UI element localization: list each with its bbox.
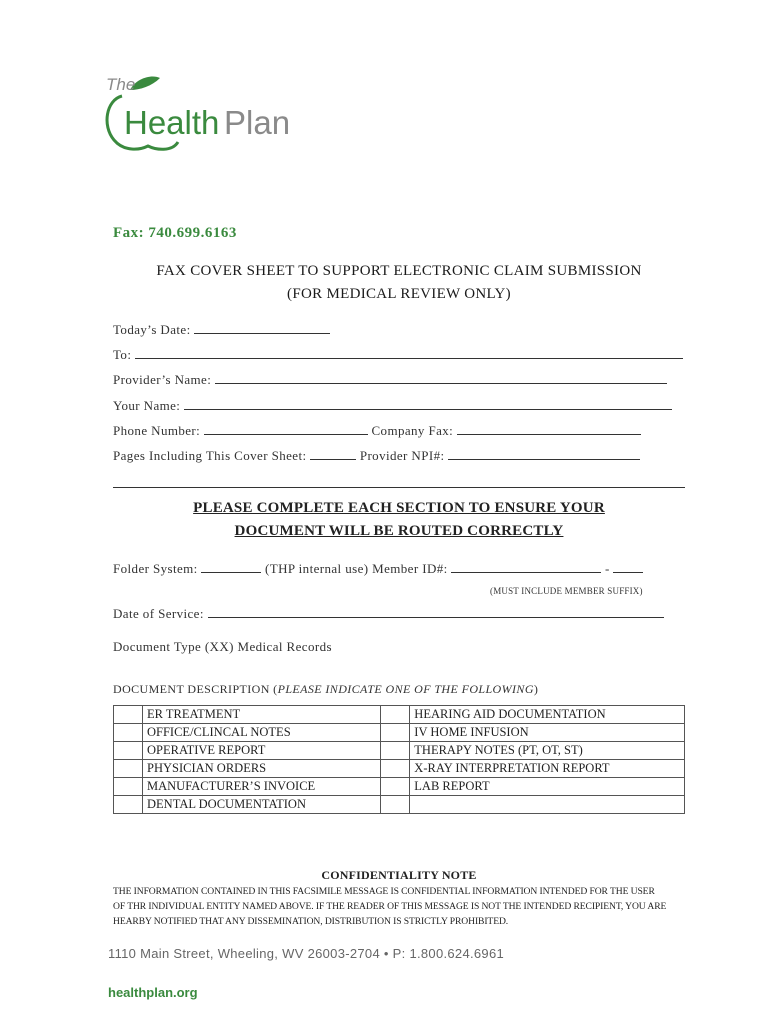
checkbox-cell[interactable] (114, 742, 143, 760)
date-of-service-field[interactable] (113, 606, 664, 622)
to-blank[interactable] (135, 347, 683, 359)
providers-name-field[interactable] (113, 372, 667, 388)
checkbox-cell[interactable] (381, 706, 410, 724)
folder-system-label: Folder System: (113, 561, 198, 576)
todays-date-blank[interactable] (194, 322, 330, 334)
phone-fax-row (113, 423, 641, 439)
footer-address: 1110 Main Street, Wheeling, WV 26003-2704 • P: 1.800.624.6961 (108, 946, 505, 961)
confidentiality-heading: CONFIDENTIALITY NOTE (321, 868, 477, 882)
folder-system-blank[interactable] (201, 561, 261, 573)
option-label: DENTAL DOCUMENTATION (143, 796, 381, 814)
your-name-field[interactable] (113, 398, 672, 414)
to-field[interactable] (113, 347, 683, 363)
company-fax-label: Company Fax: (371, 423, 454, 438)
checkbox-cell[interactable] (114, 778, 143, 796)
confidentiality-line: HEARBY NOTIFIED THAT ANY DISSEMINATION, DISTRIBUTION IS STRICTLY PROHIBITED. (113, 916, 509, 927)
your-name-label: Your Name: (113, 398, 181, 413)
checkbox-cell[interactable] (381, 724, 410, 742)
table-row (114, 760, 685, 778)
logo-the-text: The (106, 75, 136, 94)
checkbox-cell[interactable] (114, 724, 143, 742)
table-row (114, 706, 685, 724)
logo-health-text: Health (124, 104, 220, 141)
logo-plan-text: Plan (224, 104, 291, 141)
date-of-service-label: Date of Service: (113, 606, 204, 621)
todays-date-field[interactable] (113, 322, 330, 338)
section-heading-line1: PLEASE COMPLETE EACH SECTION TO ENSURE YOUR (193, 500, 605, 516)
option-label: ER TREATMENT (143, 706, 381, 724)
company-fax-blank[interactable] (457, 423, 641, 435)
checkbox-cell[interactable] (381, 760, 410, 778)
member-id-dash: - (604, 561, 610, 576)
footer-website-link[interactable]: healthplan.org (108, 985, 198, 1000)
option-label: LAB REPORT (410, 778, 685, 796)
option-label: X-RAY INTERPRETATION REPORT (410, 760, 685, 778)
to-label: To: (113, 347, 132, 362)
member-suffix-blank[interactable] (613, 561, 643, 573)
divider (113, 487, 685, 488)
option-label: HEARING AID DOCUMENTATION (410, 706, 685, 724)
checkbox-cell[interactable] (114, 760, 143, 778)
providers-name-blank[interactable] (215, 372, 667, 384)
providers-name-label: Provider’s Name: (113, 372, 212, 387)
doc-description-heading (113, 682, 538, 697)
table-row (114, 796, 685, 814)
fax-number: Fax: 740.699.6163 (113, 225, 237, 241)
document-type: Document Type (XX) Medical Records (113, 639, 332, 654)
table-row (114, 778, 685, 796)
doc-description-italic: PLEASE INDICATE ONE OF THE FOLLOWING (277, 682, 534, 696)
form-subtitle: (FOR MEDICAL REVIEW ONLY) (287, 286, 511, 302)
date-of-service-blank[interactable] (208, 606, 664, 618)
doc-description-prefix: DOCUMENT DESCRIPTION ( (113, 682, 278, 696)
option-label: OPERATIVE REPORT (143, 742, 381, 760)
folder-member-row (113, 561, 643, 577)
checkbox-cell[interactable] (114, 706, 143, 724)
confidentiality-text (113, 884, 685, 929)
option-label: THERAPY NOTES (PT, OT, ST) (410, 742, 685, 760)
checkbox-cell[interactable] (381, 778, 410, 796)
doc-description-suffix: ) (533, 682, 539, 696)
checkbox-cell[interactable] (114, 796, 143, 814)
member-suffix-note: (MUST INCLUDE MEMBER SUFFIX) (490, 586, 643, 596)
your-name-blank[interactable] (184, 398, 672, 410)
option-label: IV HOME INFUSION (410, 724, 685, 742)
table-row (114, 724, 685, 742)
pages-npi-row (113, 448, 640, 464)
document-options-table (113, 705, 685, 814)
option-label: PHYSICIAN ORDERS (143, 760, 381, 778)
form-title: FAX COVER SHEET TO SUPPORT ELECTRONIC CLAIM SUBMISSION (156, 263, 642, 279)
pages-blank[interactable] (310, 448, 356, 460)
phone-number-blank[interactable] (204, 423, 368, 435)
confidentiality-line: OF THR INDIVIDUAL ENTITY NAMED ABOVE. IF THE READER OF THIS MESSAGE IS NOT THE INTENDED RECIPIENT, YOU ARE (113, 901, 667, 912)
option-label: MANUFACTURER’S INVOICE (143, 778, 381, 796)
provider-npi-blank[interactable] (448, 448, 640, 460)
member-id-blank[interactable] (451, 561, 601, 573)
option-label: OFFICE/CLINCAL NOTES (143, 724, 381, 742)
table-row (114, 742, 685, 760)
provider-npi-label: Provider NPI#: (359, 448, 445, 463)
confidentiality-line: THE INFORMATION CONTAINED IN THIS FACSIMILE MESSAGE IS CONFIDENTIAL INFORMATION INTENDED FOR THE USER (113, 886, 655, 897)
checkbox-cell[interactable] (381, 796, 410, 814)
section-heading-line2: DOCUMENT WILL BE ROUTED CORRECTLY (234, 523, 564, 539)
checkbox-cell[interactable] (381, 742, 410, 760)
todays-date-label: Today’s Date: (113, 322, 191, 337)
member-id-label: (THP internal use) Member ID#: (265, 561, 448, 576)
pages-label: Pages Including This Cover Sheet: (113, 448, 307, 463)
healthplan-logo (100, 60, 300, 160)
phone-number-label: Phone Number: (113, 423, 201, 438)
option-label (410, 796, 685, 814)
